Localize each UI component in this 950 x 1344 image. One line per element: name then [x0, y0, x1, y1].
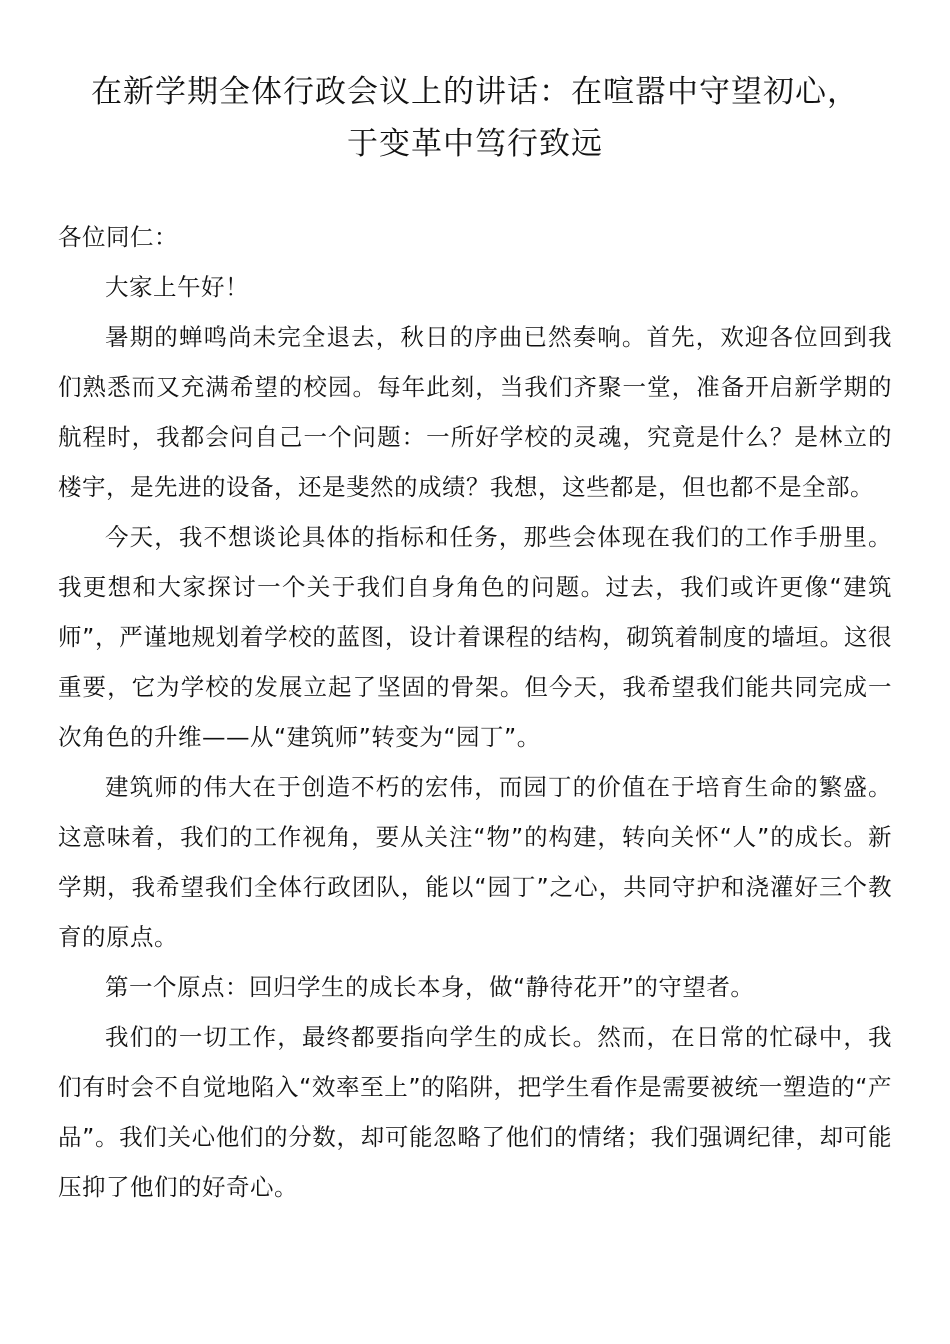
paragraph-opening: 暑期的蝉鸣尚未完全退去，秋日的序曲已然奏响。首先，欢迎各位回到我们熟悉而又充满希望的校园。每年此刻，当我们齐聚一堂，准备开启新学期的航程时，我都会问自己一个问题：一所好学校的灵魂，究竟是什么？是林立的楼宇，是先进的设备，还是斐然的成绩？我想，这些都是，但也都不是全部。 — [58, 323, 892, 501]
paragraph-first-origin: 第一个原点：回归学生的成长本身，做“静待花开”的守望者。 — [105, 973, 755, 1001]
paragraph-role-change: 今天，我不想谈论具体的指标和任务，那些会体现在我们的工作手册里。我更想和大家探讨一个关于我们自身角色的问题。过去，我们或许更像“建筑师”，严谨地规划着学校的蓝图，设计着课程的结构，砌筑着制度的墙垣。这很重要，它为学校的发展立起了坚固的骨架。但今天，我希望我们能共同完成一次角色的升维——从“建筑师”转变为“园丁”。 — [58, 523, 892, 751]
document-title: 在新学期全体行政会议上的讲话：在喧嚣中守望初心，于变革中笃行致远 — [91, 74, 859, 162]
paragraph-greeting: 大家上午好！ — [105, 273, 249, 301]
salutation: 各位同仁： — [58, 223, 178, 251]
paragraph-gardener: 建筑师的伟大在于创造不朽的宏伟，而园丁的价值在于培育生命的繁盛。这意味着，我们的工作视角，要从关注“物”的构建，转向关怀“人”的成长。新学期，我希望我们全体行政团队，能以“园丁”之心，共同守护和浇灌好三个教育的原点。 — [58, 773, 892, 951]
paragraph-student-growth: 我们的一切工作，最终都要指向学生的成长。然而，在日常的忙碌中，我们有时会不自觉地陷入“效率至上”的陷阱，把学生看作是需要被统一塑造的“产品”。我们关心他们的分数，却可能忽略了他们的情绪；我们强调纪律，却可能压抑了他们的好奇心。 — [58, 1023, 892, 1201]
document-body — [58, 212, 892, 1212]
